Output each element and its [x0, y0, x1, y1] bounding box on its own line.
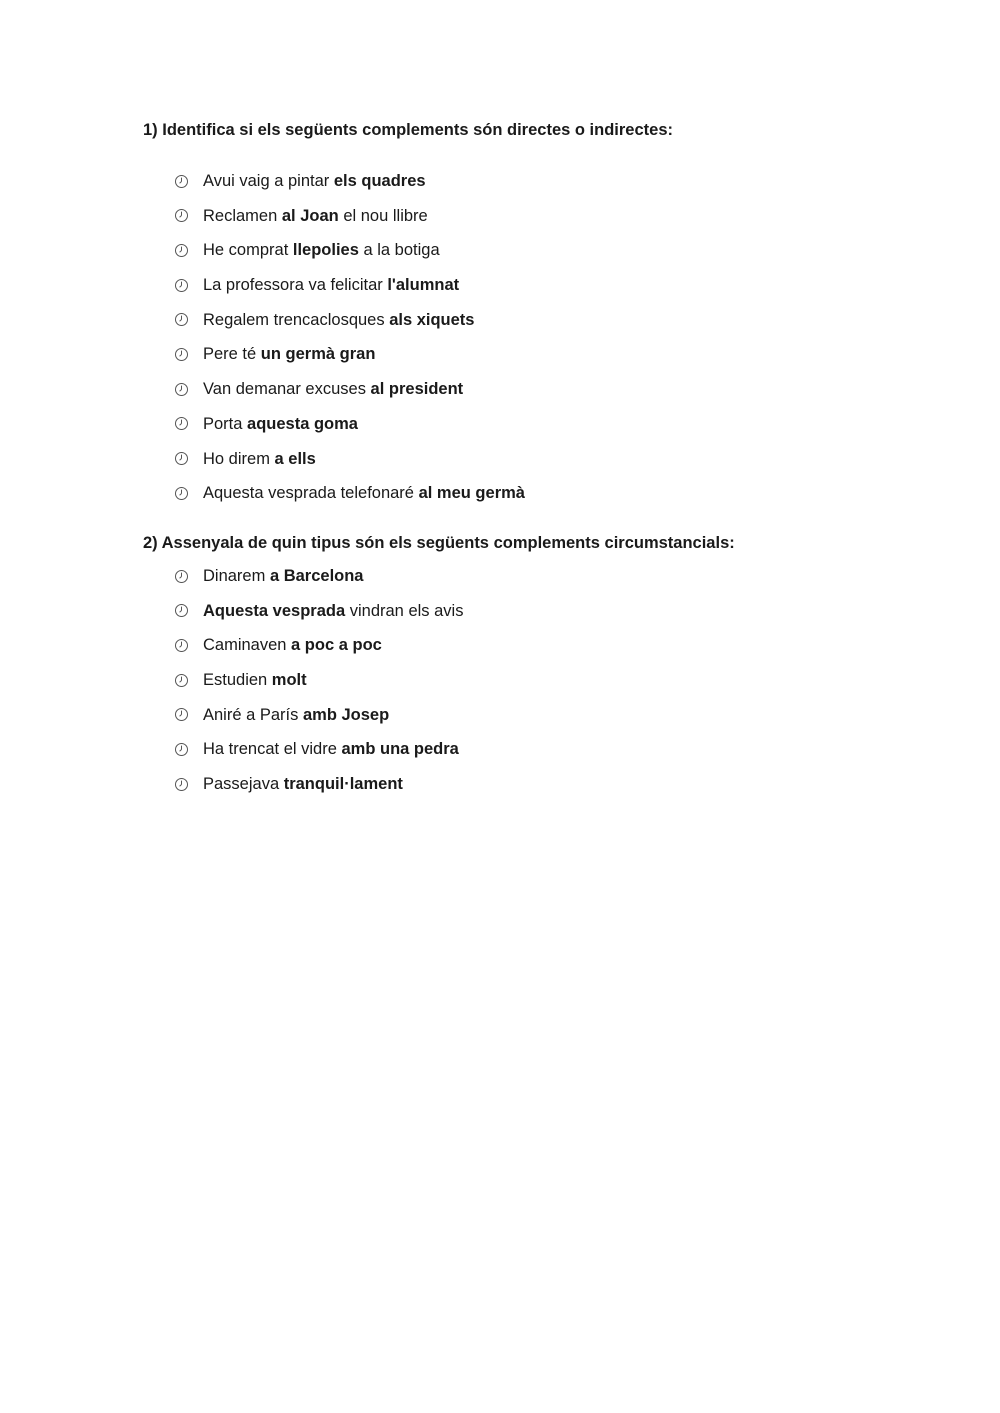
item-text: Dinarem a Barcelona — [203, 567, 364, 585]
clock-icon — [174, 566, 203, 586]
clock-icon — [174, 670, 203, 690]
item-text: Porta aquesta goma — [203, 414, 358, 433]
item-text: Reclamen al Joan el nou llibre — [203, 206, 428, 225]
clock-icon — [174, 705, 203, 725]
list-item — [174, 566, 463, 601]
item-text: Regalem trencaclosques als xiquets — [203, 310, 475, 329]
clock-icon — [174, 240, 203, 260]
list-item — [174, 601, 463, 636]
list-item — [174, 275, 525, 310]
list-item — [174, 739, 463, 774]
item-text: Ho direm a ells — [203, 449, 316, 468]
clock-icon — [174, 483, 203, 503]
list-item — [174, 310, 525, 345]
item-text: Caminaven a poc a poc — [203, 636, 382, 655]
clock-icon — [174, 449, 203, 469]
list-item — [174, 483, 525, 518]
clock-icon — [174, 739, 203, 759]
item-text: Pere té un germà gran — [203, 345, 376, 364]
clock-icon — [174, 171, 203, 191]
list-item — [174, 414, 525, 449]
item-text: He comprat llepolies a la botiga — [203, 241, 440, 260]
list-item — [174, 635, 463, 670]
item-text: Van demanar excuses al president — [203, 380, 464, 399]
clock-icon — [174, 344, 203, 364]
section-1-heading: 1) Identifica si els següents complements són directes o indirectes: — [143, 121, 673, 139]
clock-icon — [174, 635, 203, 655]
list-item — [174, 206, 525, 241]
item-text: Aquesta vesprada vindran els avis — [203, 601, 464, 620]
item-text: Avui vaig a pintar els quadres — [203, 172, 426, 190]
item-text: Estudien molt — [203, 671, 307, 690]
clock-icon — [174, 275, 203, 295]
clock-icon — [174, 601, 203, 621]
section-1-list — [174, 171, 525, 518]
item-text: La professora va felicitar l'alumnat — [203, 276, 460, 295]
list-item — [174, 705, 463, 740]
clock-icon — [174, 379, 203, 399]
item-text: Ha trencat el vidre amb una pedra — [203, 740, 459, 759]
list-item — [174, 240, 525, 275]
item-text: Passejava tranquil·lament — [203, 775, 403, 794]
clock-icon — [174, 414, 203, 434]
list-item — [174, 171, 525, 206]
list-item — [174, 774, 463, 809]
section-2-list — [174, 566, 463, 809]
clock-icon — [174, 206, 203, 226]
list-item — [174, 670, 463, 705]
section-2-heading: 2) Assenyala de quin tipus són els següents complements circumstancials: — [143, 534, 735, 552]
clock-icon — [174, 774, 203, 794]
clock-icon — [174, 310, 203, 330]
list-item — [174, 344, 525, 379]
list-item — [174, 379, 525, 414]
item-text: Aquesta vesprada telefonaré al meu germà — [203, 484, 525, 503]
item-text: Aniré a París amb Josep — [203, 705, 390, 724]
list-item — [174, 449, 525, 484]
